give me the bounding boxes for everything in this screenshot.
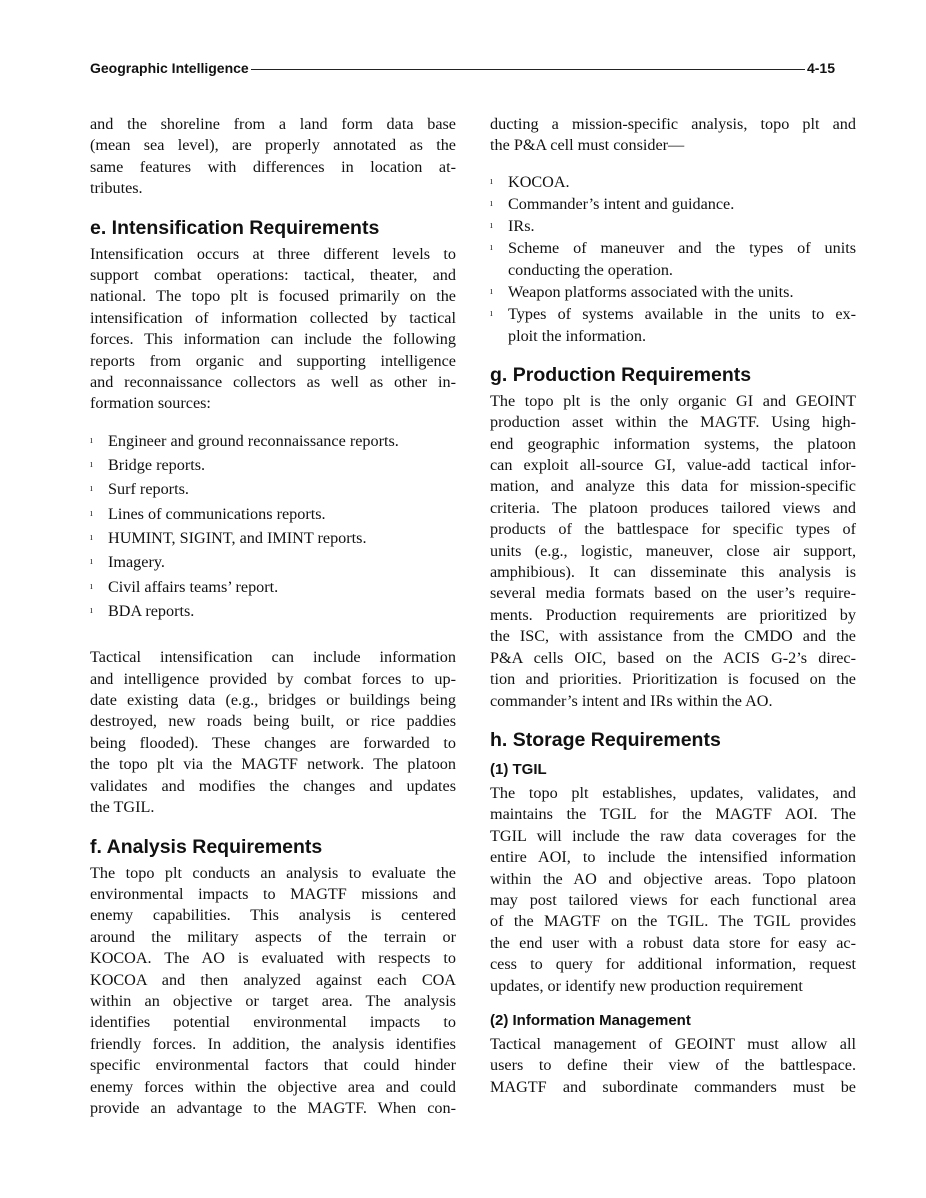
bullet-icon: ı <box>90 604 93 616</box>
bullet-icon: ı <box>490 285 493 297</box>
text-line: units (e.g., logistic, maneuver, close air support, <box>490 541 856 560</box>
running-header <box>90 58 835 78</box>
considerations-list <box>490 171 856 347</box>
text-line: KOCOA. The AO is evaluated with respects to <box>90 949 456 968</box>
list-item-text: Lines of communications reports. <box>108 504 326 523</box>
tgil-paragraph <box>490 783 856 997</box>
text-line: users to define their view of the battlespace. <box>490 1056 856 1075</box>
text-line: support combat operations: tactical, theater, and <box>90 266 456 285</box>
text-line: ducting a mission-specific analysis, topo plt and <box>490 115 856 133</box>
text-line: provide an advantage to the MAGTF. When con- <box>90 1098 456 1117</box>
text-line: TGIL will include the raw data coverages for the <box>490 826 856 845</box>
list-item <box>90 575 456 599</box>
bullet-icon: ı <box>90 459 93 471</box>
bullet-icon: ı <box>90 556 93 568</box>
header-rule <box>251 69 805 70</box>
header-title: Geographic Intelligence <box>90 60 249 76</box>
text-line: MAGTF and subordinate commanders must be <box>490 1077 856 1096</box>
text-line: the topo plt via the MAGTF network. The platoon <box>90 755 456 774</box>
text-line: The topo plt is the only organic GI and GEOINT <box>490 391 856 410</box>
text-line: commander’s intent and IRs within the AO. <box>490 691 773 710</box>
text-line: The topo plt establishes, updates, validates, and <box>490 783 856 802</box>
list-item-text: KOCOA. <box>508 172 570 191</box>
continued-paragraph <box>490 114 856 157</box>
subsection-heading-information-management: (2) Information Management <box>490 1011 691 1029</box>
bullet-icon: ı <box>490 241 493 253</box>
bullet-icon: ı <box>490 175 493 187</box>
text-line: reports from organic and supporting intelligence <box>90 351 456 370</box>
text-line: the end user with a robust data store for easy ac- <box>490 933 856 952</box>
list-item <box>90 453 456 477</box>
text-line: intensification of information collected by tactical <box>90 308 456 327</box>
text-line: destroyed, new roads being built, or rice paddies <box>90 712 456 731</box>
bullet-icon: ı <box>490 219 493 231</box>
list-item-text: BDA reports. <box>108 601 195 620</box>
text-line: mation, and analyze this data for mission-specific <box>490 477 856 496</box>
right-column <box>490 114 856 1098</box>
list-item-text: Civil affairs teams’ report. <box>108 577 279 596</box>
intensification-paragraph <box>90 244 456 415</box>
text-line: formation sources: <box>90 394 211 413</box>
text-line: the ISC, with assistance from the CMDO and the <box>490 627 856 646</box>
text-line: enemy forces within the objective area and could <box>90 1077 456 1096</box>
production-paragraph <box>490 391 856 712</box>
report-sources-list <box>90 429 456 623</box>
list-item-text: Scheme of maneuver and the types of units <box>508 238 856 257</box>
left-column <box>90 114 456 1119</box>
text-line: and intelligence provided by combat forces to up- <box>90 669 456 688</box>
list-item-text: Commander’s intent and guidance. <box>508 194 735 213</box>
list-item-text: Imagery. <box>108 553 165 572</box>
list-item <box>490 237 856 281</box>
text-line: The topo plt conducts an analysis to evaluate the <box>90 863 456 882</box>
text-line: date existing data (e.g., bridges or buildings being <box>90 691 456 710</box>
list-item <box>490 193 856 215</box>
text-line: enemy capabilities. This analysis is centered <box>90 906 456 925</box>
text-line: national. The topo plt is focused primarily on the <box>90 287 456 306</box>
bullet-icon: ı <box>490 307 493 319</box>
text-line: and the shoreline from a land form data base <box>90 115 456 133</box>
bullet-icon: ı <box>490 197 493 209</box>
text-line: and reconnaissance collectors as well as other in- <box>90 373 456 392</box>
list-item <box>90 429 456 453</box>
text-line: (mean sea level), are properly annotated as the <box>90 136 456 155</box>
text-line: KOCOA and then analyzed against each COA <box>90 970 456 989</box>
list-item <box>490 215 856 237</box>
list-item-text: Types of systems available in the units to ex- <box>508 304 856 323</box>
text-line: specific environmental factors that could hinder <box>90 1056 456 1075</box>
list-item <box>490 281 856 303</box>
text-line: criteria. The platoon produces tailored views and <box>490 498 856 517</box>
text-line: maintains the TGIL for the MAGTF AOI. The <box>490 805 856 824</box>
tactical-intensification-paragraph <box>90 647 456 818</box>
text-line: tributes. <box>90 179 143 198</box>
list-item-text: HUMINT, SIGINT, and IMINT reports. <box>108 529 367 548</box>
text-line: the TGIL. <box>90 798 155 817</box>
section-heading-analysis: f. Analysis Requirements <box>90 835 323 858</box>
text-line: ments. Production requirements are prioritized by <box>490 605 856 624</box>
text-line: can exploit all-source GI, value-add tactical infor- <box>490 456 856 475</box>
text-line: around the military aspects of the terrain or <box>90 927 456 946</box>
text-line: the P&A cell must consider— <box>490 136 685 155</box>
bullet-icon: ı <box>90 483 93 495</box>
list-item-text: IRs. <box>508 216 535 235</box>
text-line: Intensification occurs at three different levels to <box>90 244 456 263</box>
text-line: validates and modifies the changes and updates <box>90 776 456 795</box>
list-item <box>90 599 456 623</box>
list-item <box>490 171 856 193</box>
text-line: P&A cells OIC, based on the ACIS G-2’s direc- <box>490 648 856 667</box>
list-item <box>90 550 456 574</box>
list-item-text: Engineer and ground reconnaissance reports. <box>108 431 399 450</box>
analysis-paragraph <box>90 863 456 1120</box>
text-line: identifies potential environmental impacts to <box>90 1013 456 1032</box>
text-line: updates, or identify new production requirement <box>490 976 803 995</box>
information-management-paragraph <box>490 1034 856 1098</box>
section-heading-storage: h. Storage Requirements <box>490 728 721 751</box>
text-line: same features with differences in location at- <box>90 157 456 176</box>
text-line: cess to query for additional information, request <box>490 955 856 974</box>
section-heading-production: g. Production Requirements <box>490 363 752 386</box>
text-line: end geographic information systems, the platoon <box>490 434 856 453</box>
text-line: products of the battlespace for specific types of <box>490 520 856 539</box>
text-line: within the AO and objective areas. Topo platoon <box>490 869 856 888</box>
text-line: amphibious). It can disseminate this analysis is <box>490 563 856 582</box>
bullet-icon: ı <box>90 532 93 544</box>
page-number: 4-15 <box>806 60 835 76</box>
section-heading-intensification: e. Intensification Requirements <box>90 216 380 239</box>
text-line: environmental impacts to MAGTF missions and <box>90 884 456 903</box>
text-line: tion and priorities. Prioritization is focused on the <box>490 670 856 689</box>
list-item-text: conducting the operation. <box>508 260 673 279</box>
text-line: entire AOI, to include the intensified information <box>490 848 856 867</box>
text-line: being flooded). These changes are forwarded to <box>90 733 456 752</box>
list-item <box>490 303 856 347</box>
text-line: may post tailored views for each functional area <box>490 890 856 909</box>
text-line: production asset within the MAGTF. Using high- <box>490 413 856 432</box>
text-line: Tactical management of GEOINT must allow all <box>490 1034 856 1053</box>
subsection-heading-tgil: (1) TGIL <box>490 760 547 778</box>
list-item <box>90 477 456 501</box>
list-item-text: Surf reports. <box>108 480 189 499</box>
text-line: within an objective or target area. The analysis <box>90 991 456 1010</box>
intro-paragraph <box>90 114 456 200</box>
text-line: of the MAGTF on the TGIL. The TGIL provides <box>490 912 856 931</box>
list-item <box>90 526 456 550</box>
list-item-text: Bridge reports. <box>108 456 206 475</box>
bullet-icon: ı <box>90 507 93 519</box>
text-line: Tactical intensification can include information <box>90 648 456 667</box>
bullet-icon: ı <box>90 434 93 446</box>
list-item-text: Weapon platforms associated with the units. <box>508 282 794 301</box>
list-item <box>90 502 456 526</box>
text-line: friendly forces. In addition, the analysis identifies <box>90 1034 456 1053</box>
text-line: several media formats based on the user’s require- <box>490 584 856 603</box>
text-line: forces. This information can include the following <box>90 330 456 349</box>
bullet-icon: ı <box>90 580 93 592</box>
list-item-text: ploit the information. <box>508 326 647 345</box>
